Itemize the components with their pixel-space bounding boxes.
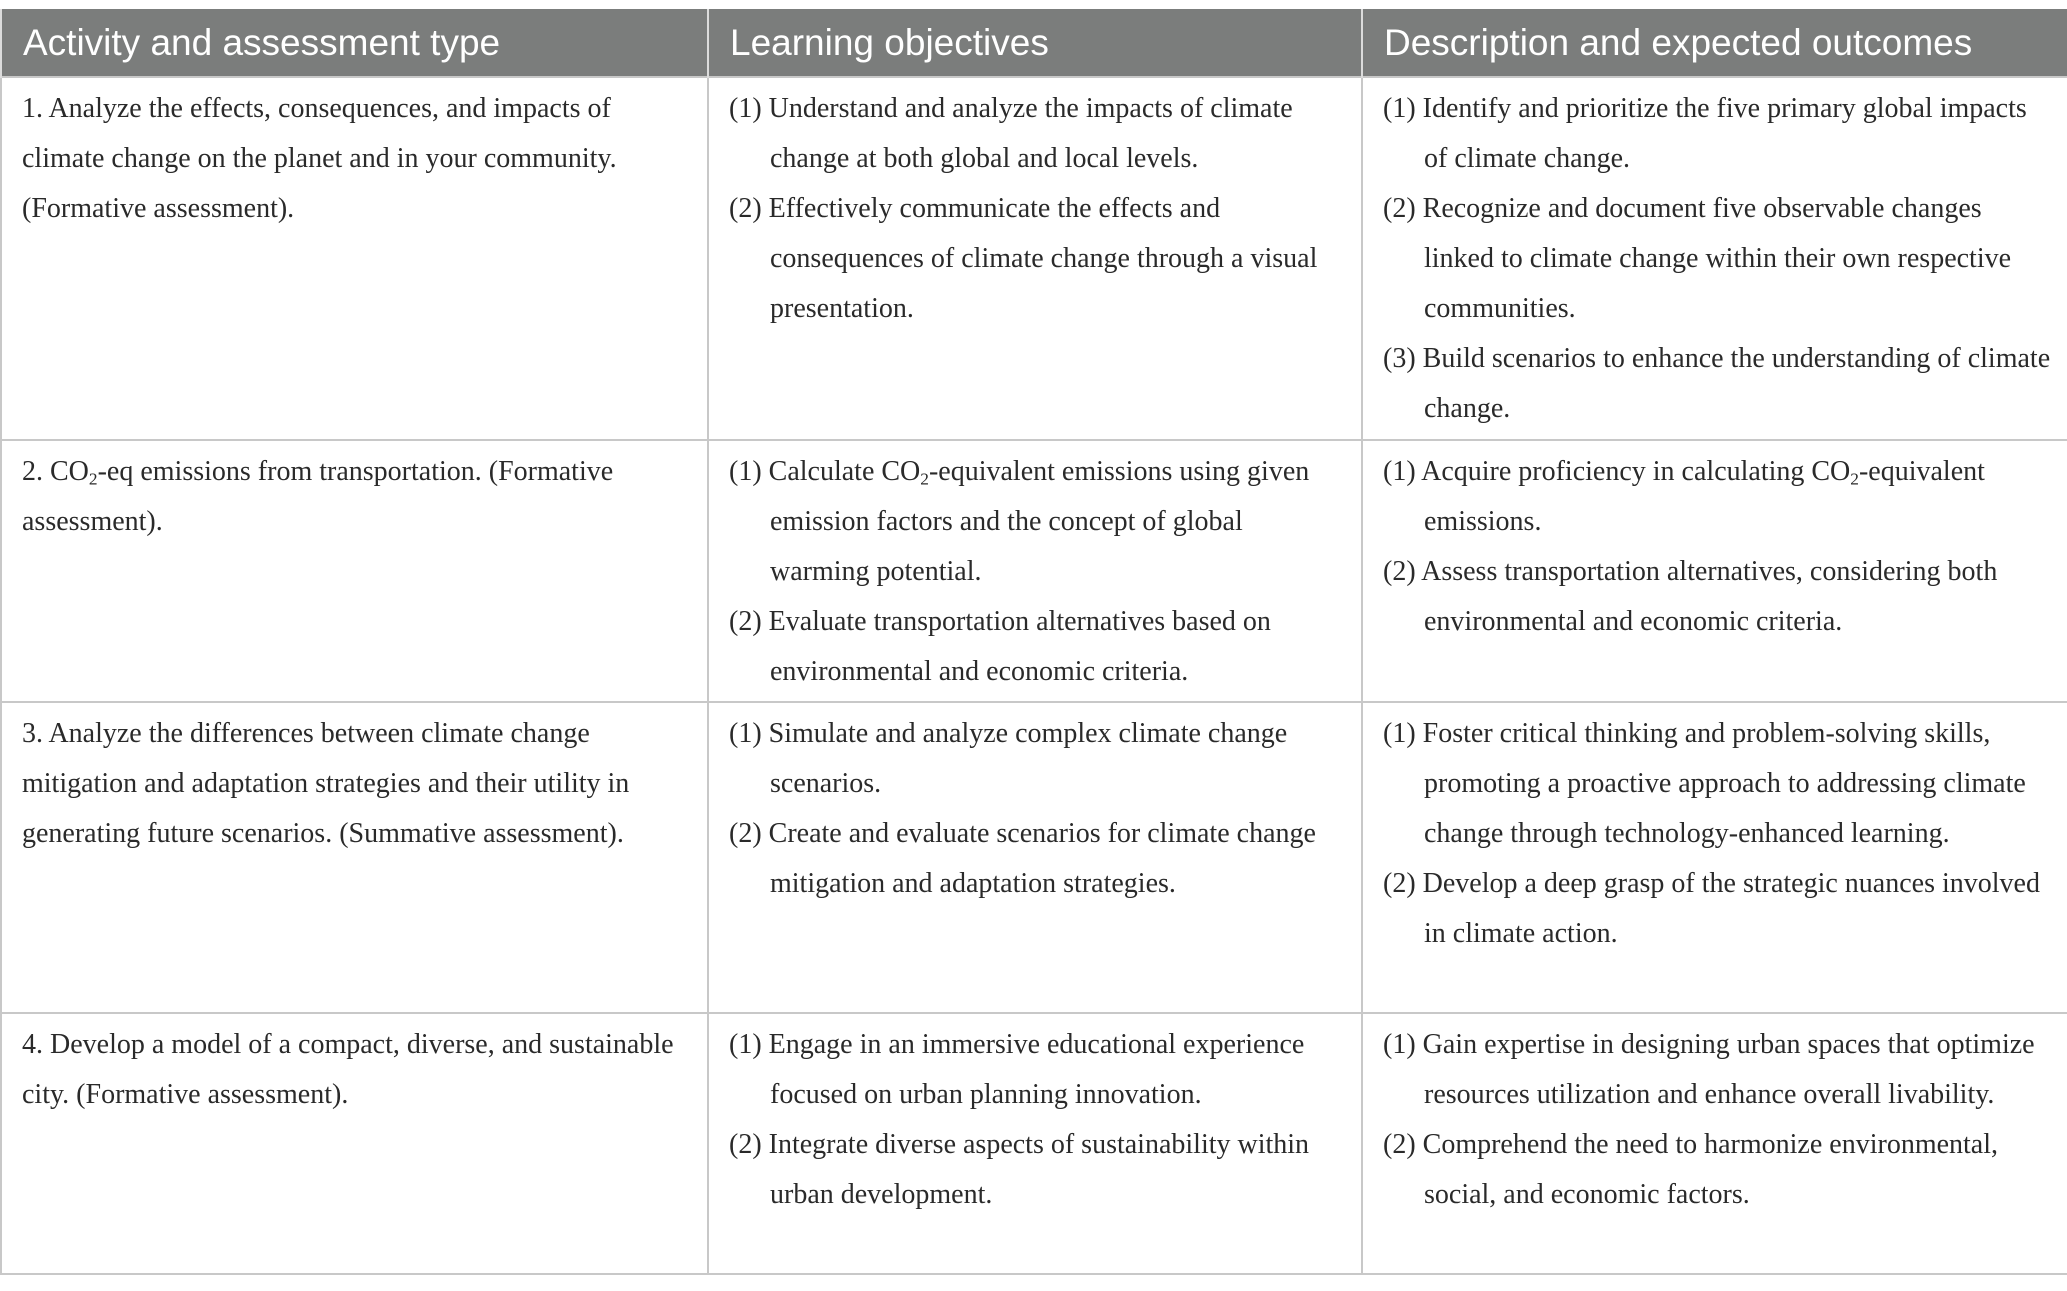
subscript: 2 xyxy=(920,469,929,489)
outcome-item: (2) Develop a deep grasp of the strategic nuances involved in climate action. xyxy=(1383,868,2040,949)
objectives-cell xyxy=(708,77,1362,440)
outcome-item: (2) Comprehend the need to harmonize environmental, social, and economic factors. xyxy=(1383,1129,1999,1210)
objective-item: (2) Create and evaluate scenarios for climate change mitigation and adaptation strategies. xyxy=(729,818,1316,899)
table-row xyxy=(1,702,2067,1013)
table-row xyxy=(1,1013,2067,1274)
subscript: 2 xyxy=(88,469,98,489)
objective-item: (1) Engage in an immersive educational experience focused on urban planning innovation. xyxy=(729,1029,1305,1110)
table-row xyxy=(1,440,2067,702)
outcome-item: (2) Assess transportation alternatives, considering both environmental and economic criteria. xyxy=(1383,556,1998,637)
objective-item xyxy=(729,447,1345,597)
activities-table xyxy=(0,9,2067,1275)
subscript: 2 xyxy=(1850,469,1859,489)
objective-text-pre: (1) Calculate CO xyxy=(729,456,921,487)
outcomes-cell xyxy=(1362,440,2067,702)
outcome-item: (1) Identify and prioritize the five primary global impacts of climate change. xyxy=(1383,93,2027,174)
outcome-item: (2) Recognize and document five observable changes linked to climate change within their own respective communities. xyxy=(1383,193,2012,324)
activity-cell: 1. Analyze the effects, consequences, and impacts of climate change on the planet and in your community. (Formative assessment). xyxy=(1,77,708,440)
header-objectives: Learning objectives xyxy=(708,9,1362,77)
activity-text-pre: 2. CO xyxy=(22,456,89,487)
outcome-text-pre: (1) Acquire proficiency in calculating CO xyxy=(1383,456,1851,487)
outcome-item: (3) Build scenarios to enhance the understanding of climate change. xyxy=(1383,343,2051,424)
outcomes-cell xyxy=(1362,702,2067,1013)
objective-item: (1) Simulate and analyze complex climate change scenarios. xyxy=(729,718,1288,799)
activity-cell: 4. Develop a model of a compact, diverse, and sustainable city. (Formative assessment). xyxy=(1,1013,708,1274)
activity-cell xyxy=(1,440,708,702)
objective-text-post: -equivalent emissions using given emission factors and the concept of global warming potential. xyxy=(770,456,1310,587)
outcomes-cell xyxy=(1362,77,2067,440)
objectives-cell xyxy=(708,440,1362,702)
outcome-item xyxy=(1383,447,2051,547)
table-row xyxy=(1,77,2067,440)
outcome-item: (1) Foster critical thinking and problem-solving skills, promoting a proactive approach to addressing climate change through technology-enhanced learning. xyxy=(1383,718,2026,849)
outcome-text-post: -equivalent emissions. xyxy=(1424,456,1985,537)
objective-item: (2) Integrate diverse aspects of sustainability within urban development. xyxy=(729,1129,1310,1210)
header-row xyxy=(1,9,2067,77)
outcomes-cell xyxy=(1362,1013,2067,1274)
activity-text-post: -eq emissions from transportation. (Formative assessment). xyxy=(22,456,614,537)
outcome-item: (1) Gain expertise in designing urban spaces that optimize resources utilization and enhance overall livability. xyxy=(1383,1029,2035,1110)
objective-item: (1) Understand and analyze the impacts of climate change at both global and local levels. xyxy=(729,93,1293,174)
header-outcomes: Description and expected outcomes xyxy=(1362,9,2067,77)
objectives-cell xyxy=(708,1013,1362,1274)
objective-item: (2) Effectively communicate the effects and consequences of climate change through a visual presentation. xyxy=(729,193,1318,324)
activity-cell: 3. Analyze the differences between climate change mitigation and adaptation strategies and their utility in generating future scenarios. (Summative assessment). xyxy=(1,702,708,1013)
header-activity: Activity and assessment type xyxy=(1,9,708,77)
objectives-cell xyxy=(708,702,1362,1013)
objective-item: (2) Evaluate transportation alternatives based on environmental and economic criteria. xyxy=(729,606,1271,687)
